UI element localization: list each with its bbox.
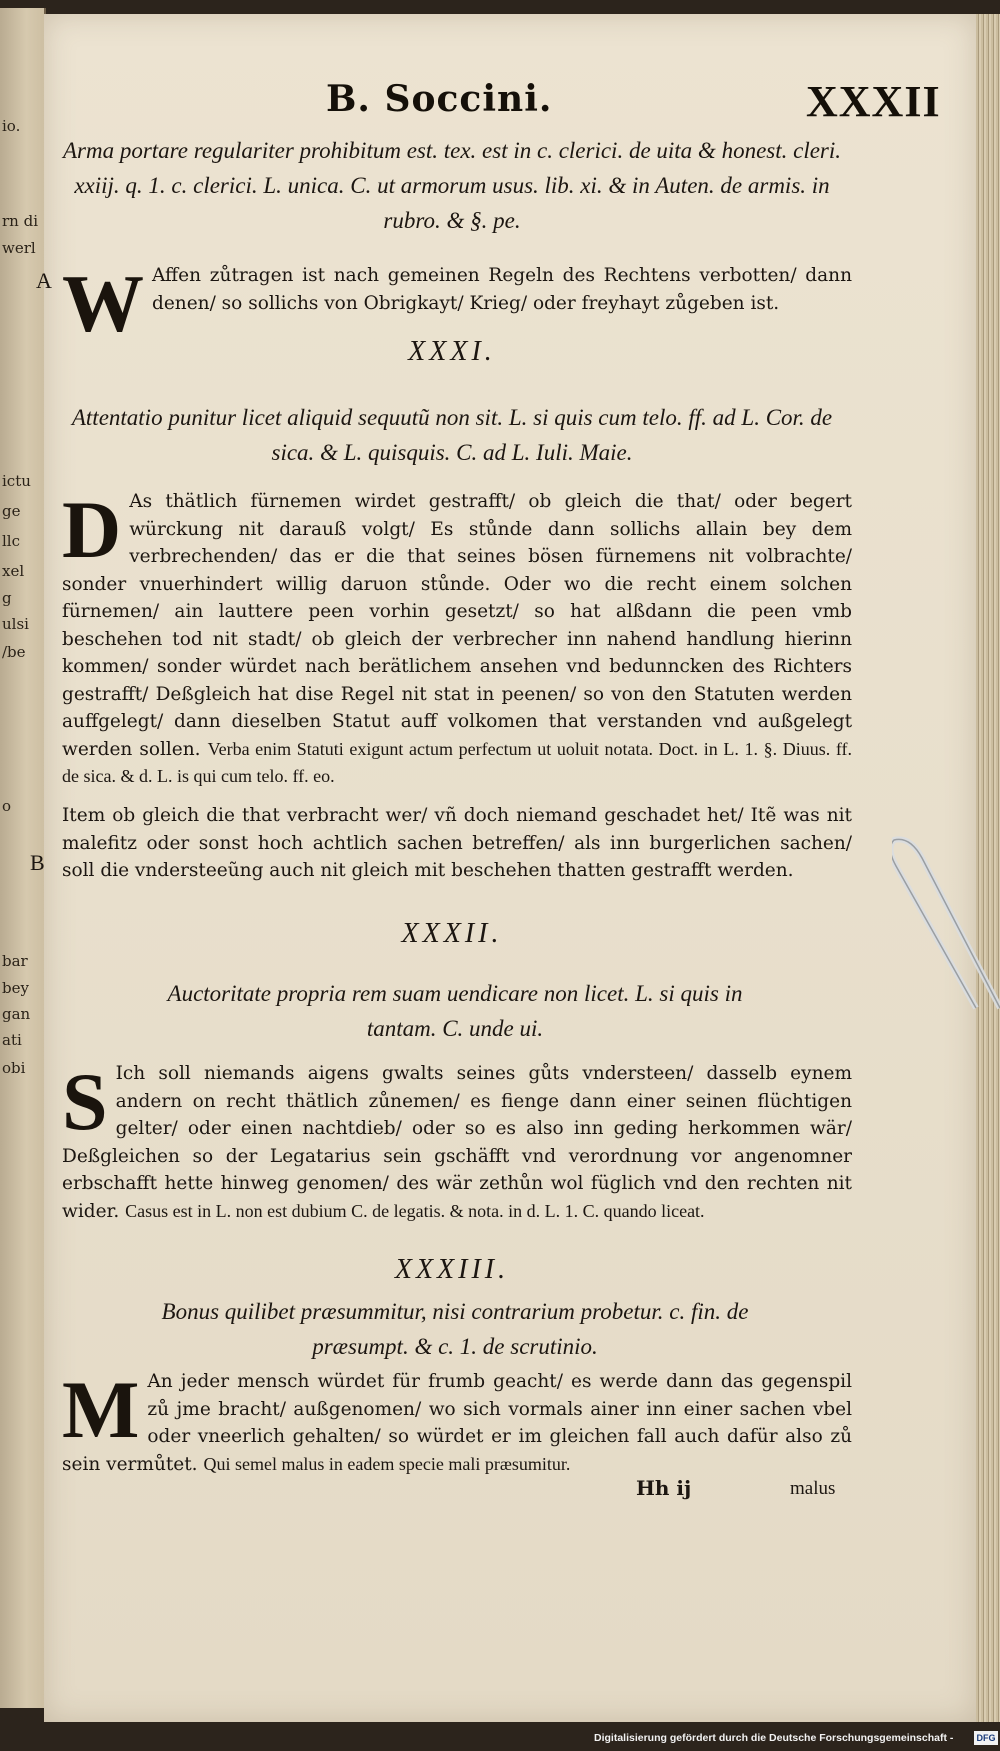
prev-page-fragment: rn di (2, 212, 38, 230)
latin-maxim: Bonus quilibet præsummitur, nisi contrarium probetur. c. fin. de præsumpt. & c. 1. de scrutinio. (161, 1299, 749, 1359)
prev-page-fragment: ulsi (2, 615, 29, 633)
german-rule-text: Item ob gleich die that verbracht wer/ vñ doch niemand geschadet het/ Itẽ was nit malefitz oder sonst hoch achtlich sachen betreffen/ als inn burgerlichen sachen/ soll die vndersteeũng auch nit gleich mit beschehen thatten gestrafft werden. (62, 805, 852, 881)
prev-page-fragment: o (2, 797, 12, 815)
rule-number: XXXIII. (394, 1254, 510, 1285)
prev-page-fragment: obi (2, 1059, 26, 1077)
latin-citation: Qui semel malus in eadem specie mali præsumitur. (203, 1453, 571, 1474)
prev-page-fragment: g (2, 589, 12, 607)
drop-initial: W (62, 258, 144, 349)
german-paragraph: As thätlich fürnemen wirdet gestrafft/ ob gleich die that/ oder begert würckung nit darauß volgt/ Es stůnde dann sollichs allain bey dem verbrechenden/ das er die that seines bösen fürnemens nit volbrachte/ sonder vnuerhindert willig daruon stůnde. Oder wo die recht einem solchen fürnemen/ ain lauttere peen vorhin gesetzt/ so hat alßdann die peen vmb beschehen tod nit stadt/ ob gleich der verbrecher inn nahend handlung hierinn kommen/ sonder würdet nach berätlichem ansehen vnd bedunncken des Richters gestrafft/ Deßgleich hat dise Regel nit stat in peenen/ so von den Statuten werden auffgelegt/ dann dieselben Statut auff volkomen that verstanden vnd außgelegt werden sollen. (62, 491, 852, 760)
german-paragraph: An jeder mensch würdet für frumb geacht/ es werde dann das gegenspil zů jme bracht/ außgenomen/ wo sich vormals ainer inn einer sachen vbel oder vneerlich gehalten/ so würdet er im gleichen fall auch dafür also zů sein vermůtet. (62, 1371, 852, 1475)
rule-number: XXXII. (401, 918, 503, 949)
folio-number: XXXII (806, 77, 941, 126)
latin-maxim: Auctoritate propria rem suam uendicare non licet. L. si quis in tantam. C. unde ui. (167, 981, 743, 1041)
drop-initial: M (62, 1364, 140, 1455)
prev-page-fragment: bar (2, 952, 28, 970)
margin-letter: B (30, 850, 45, 875)
german-paragraph: Affen zůtragen ist nach gemeinen Regeln des Rechtens verbotten/ dann denen/ so sollichs von Obrigkayt/ Krieg/ oder freyhayt zůgeben ist. (152, 265, 852, 314)
page-clip-image (892, 818, 1000, 1018)
prev-page-fragment: ictu (2, 472, 31, 490)
latin-citation: Casus est in L. non est dubium C. de legatis. & nota. in d. L. 1. C. quando liceat. (125, 1200, 705, 1221)
prev-page-fragment: llc (2, 532, 20, 550)
prev-page-fragment: bey (2, 979, 29, 997)
running-head: B. Soccini. (326, 78, 553, 120)
prev-page-fragment: gan (2, 1005, 31, 1023)
latin-citation: Verba enim Statuti exigunt actum perfectum ut uoluit notata. Doct. in L. 1. §. Diuus. ff. de sica. & d. L. is qui cum telo. ff. eo. (62, 738, 852, 786)
margin-letter: A (36, 268, 52, 293)
catchword: malus (790, 1478, 836, 1499)
digitization-credit: Digitalisierung gefördert durch die Deutsche Forschungsgemeinschaft - (594, 1732, 954, 1744)
rule-number: XXXI. (408, 336, 496, 367)
signature-mark: Hh ij (636, 1476, 692, 1500)
prev-page-fragment: werl (2, 239, 36, 257)
drop-initial: S (62, 1056, 108, 1147)
latin-maxim: Attentatio punitur licet aliquid sequutũ non sit. L. si quis cum telo. ff. ad L. Cor. de sica. & L. quisquis. C. ad L. Iuli. Maie. (71, 405, 833, 465)
latin-maxim: Arma portare regulariter prohibitum est. tex. est in c. clerici. de uita & honest. cleri. xxiij. q. 1. c. clerici. L. unica. C. ut armorum usus. lib. xi. & in Auten. de armis. in rubro. & §. pe. (62, 138, 842, 233)
prev-page-fragment: xel (2, 562, 25, 580)
prev-page-fragment: ge (2, 502, 21, 520)
german-rule-text (62, 1056, 852, 1225)
prev-page-fragment: /be (2, 643, 26, 661)
german-rule-text (62, 484, 852, 791)
german-paragraph: Ich soll niemands aigens gwalts seines gůts vndersteen/ dasselb eynem andern on recht thätlich zůnemen/ es fienge dann einer seinen flüchtigen gelter/ oder einen nachtdieb/ oder so es also inn geding herkommen wär/ Deßgleichen so der Legatarius sein gschäfft vnd verordnung vor angenomner erbschafft hette hinweg genomen/ des wär zethůn wol füglich vnd den rechten nit wider. (62, 1063, 852, 1222)
prev-page-fragment: ati (2, 1031, 22, 1049)
dfg-logo: DFG (974, 1731, 998, 1745)
drop-initial: D (62, 484, 122, 575)
german-rule-text (62, 258, 852, 349)
german-rule-text (62, 1364, 852, 1478)
prev-page-fragment: io. (2, 117, 21, 135)
